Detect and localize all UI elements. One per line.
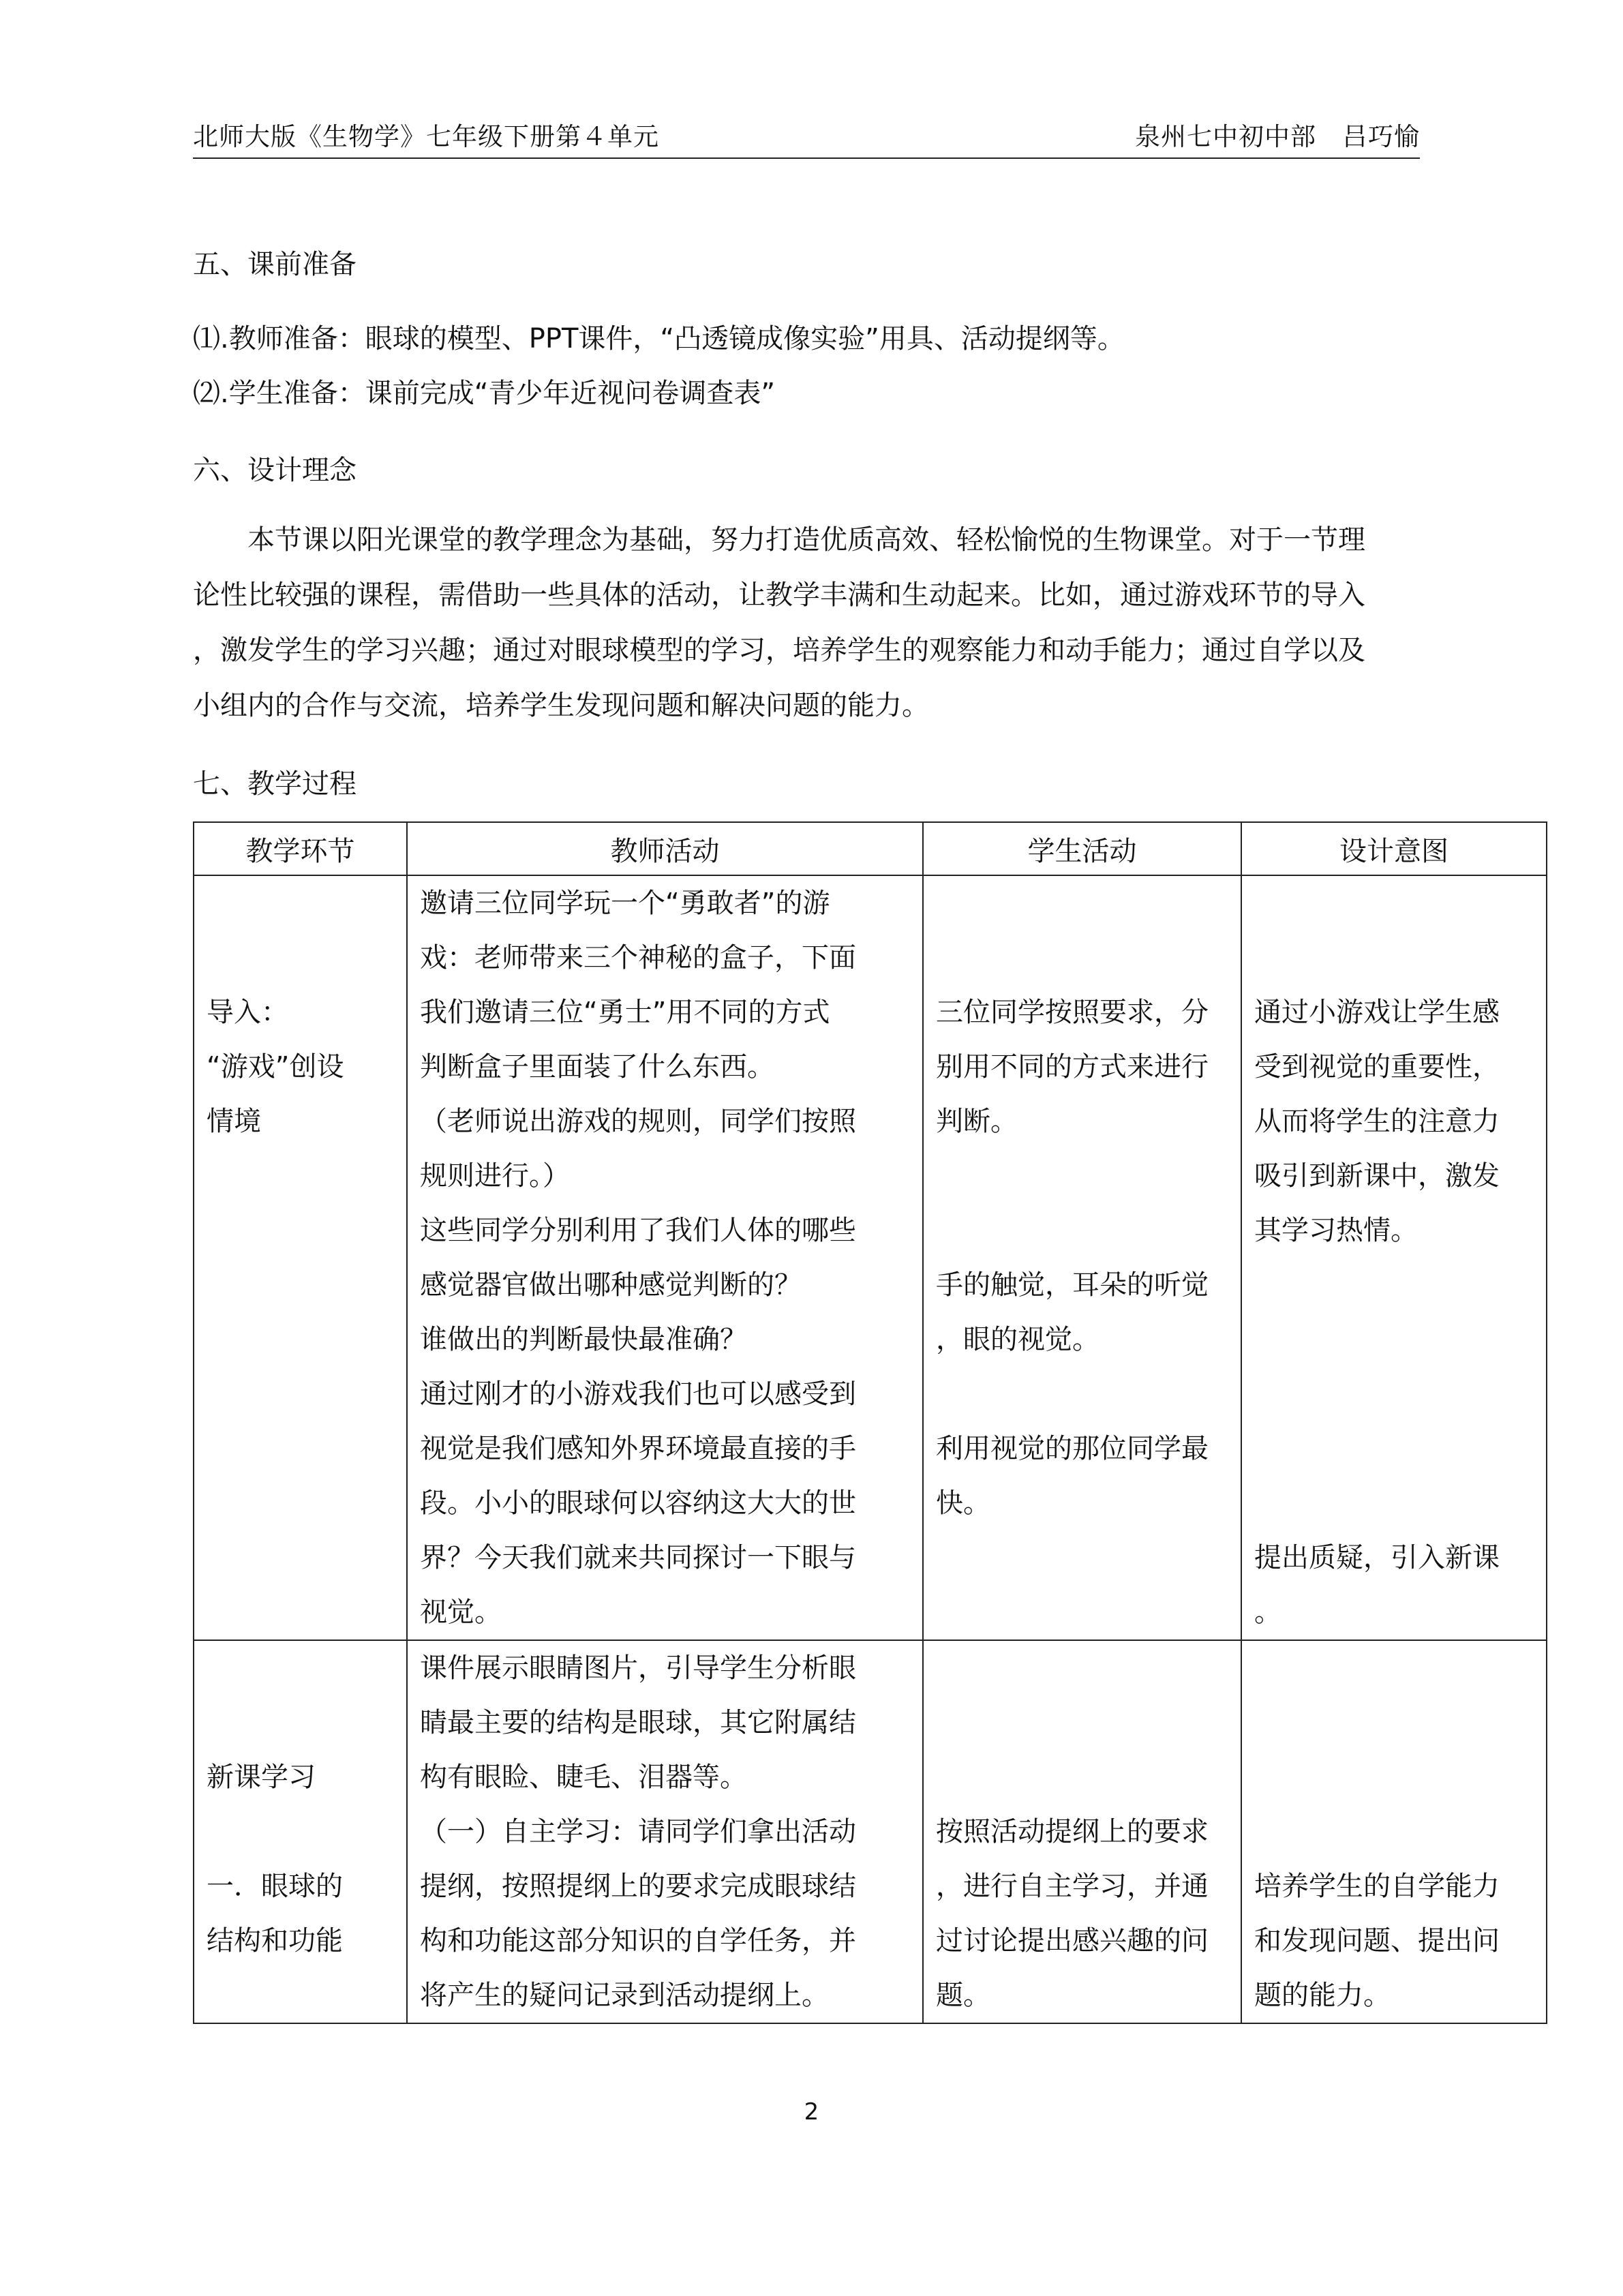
concept-line: ，激发学生的学习兴趣；通过对眼球模型的学习，培养学生的观察能力和动手能力；通过自学以及 — [193, 635, 1365, 666]
cell-line — [1254, 876, 1534, 931]
cell-line: 将产生的疑问记录到活动提纲上。 — [420, 1980, 829, 2011]
cell-line: ，眼的视觉。 — [936, 1324, 1099, 1355]
cell-line: “游戏”创设 — [207, 1051, 344, 1083]
header-teacher: 教师活动 — [407, 822, 923, 875]
cell-line: 视觉。 — [420, 1597, 502, 1628]
cell-line — [1254, 1750, 1534, 1804]
cell-line: 过讨论提出感兴趣的问 — [936, 1925, 1209, 1957]
table-row — [194, 875, 1547, 1640]
cell-line: 通过刚才的小游戏我们也可以感受到 — [420, 1378, 856, 1410]
cell-line — [207, 1641, 394, 1695]
cell-line — [936, 1149, 1228, 1203]
stage-cell — [194, 1640, 407, 2023]
cell-line — [207, 1804, 394, 1859]
cell-line — [1254, 1476, 1534, 1530]
prep-item-teacher: ⑴.教师准备：眼球的模型、PPT课件，“凸透镜成像实验”用具、活动提纲等。 — [193, 323, 1125, 354]
cell-line — [1254, 1695, 1534, 1750]
cell-line — [936, 931, 1228, 985]
cell-line: 快。 — [936, 1487, 990, 1519]
concept-line: 本节课以阳光课堂的教学理念为基础，努力打造优质高效、轻松愉悦的生物课堂。对于一节理 — [193, 524, 1365, 556]
cell-line: 利用视觉的那位同学最 — [936, 1433, 1209, 1464]
cell-line: 界？今天我们就来共同探讨一下眼与 — [420, 1542, 856, 1573]
cell-line: 吸引到新课中，激发 — [1254, 1160, 1500, 1192]
cell-line: 。 — [1254, 1597, 1281, 1628]
cell-line: 三位同学按照要求，分 — [936, 997, 1209, 1028]
student-activity-cell — [923, 875, 1241, 1640]
section-concept-title: 六、设计理念 — [193, 455, 357, 486]
cell-line: 一．眼球的 — [207, 1871, 343, 1902]
cell-line: 段。小小的眼球何以容纳这大大的世 — [420, 1487, 856, 1519]
teacher-activity-cell — [407, 1640, 923, 2023]
cell-line: 情境 — [207, 1106, 261, 1137]
student-activity-cell — [923, 1640, 1241, 2023]
cell-line — [1254, 931, 1534, 985]
cell-line: 这些同学分别利用了我们人体的哪些 — [420, 1215, 856, 1246]
cell-line: 新课学习 — [207, 1762, 316, 1793]
cell-line: 题的能力。 — [1254, 1980, 1391, 2011]
stage-cell — [194, 875, 407, 1640]
cell-line — [936, 1750, 1228, 1804]
cell-line — [936, 1641, 1228, 1695]
cell-line: 从而将学生的注意力 — [1254, 1106, 1500, 1137]
cell-line: 和发现问题、提出问 — [1254, 1925, 1500, 1957]
cell-line — [1254, 1421, 1534, 1476]
cell-line — [207, 1695, 394, 1750]
cell-line — [1254, 1258, 1534, 1312]
cell-line: （一）自主学习：请同学们拿出活动 — [420, 1816, 856, 1847]
table-row — [194, 1640, 1547, 2023]
cell-line — [1254, 1641, 1534, 1695]
cell-line: 课件展示眼睛图片，引导学生分析眼 — [420, 1652, 856, 1684]
cell-line: 戏：老师带来三个神秘的盒子，下面 — [420, 942, 856, 973]
cell-line: 提出质疑，引入新课 — [1254, 1542, 1500, 1573]
cell-line: 导入： — [207, 997, 288, 1028]
cell-line — [936, 1695, 1228, 1750]
cell-line: 睛最主要的结构是眼球，其它附属结 — [420, 1707, 856, 1738]
page-number: 2 — [804, 2098, 819, 2126]
cell-line: ，进行自主学习，并通 — [936, 1871, 1209, 1902]
section-prep-title: 五、课前准备 — [193, 249, 357, 280]
cell-line: 培养学生的自学能力 — [1254, 1871, 1500, 1902]
cell-line: 结构和功能 — [207, 1925, 343, 1957]
prep-item-student: ⑵.学生准备：课前完成“青少年近视问卷调查表” — [193, 378, 776, 409]
cell-line — [1254, 1804, 1534, 1859]
cell-line — [936, 1203, 1228, 1258]
concept-line: 论性比较强的课程，需借助一些具体的活动，让教学丰满和生动起来。比如，通过游戏环节的导入 — [193, 579, 1365, 611]
design-intent-cell — [1241, 1640, 1547, 2023]
cell-line: 谁做出的判断最快最准确？ — [420, 1324, 747, 1355]
section-process-title: 七、教学过程 — [193, 768, 357, 800]
cell-line: 通过小游戏让学生感 — [1254, 997, 1500, 1028]
cell-line: （老师说出游戏的规则，同学们按照 — [420, 1106, 856, 1137]
cell-line: 其学习热情。 — [1254, 1215, 1418, 1246]
cell-line: 手的触觉，耳朵的听觉 — [936, 1269, 1209, 1301]
concept-paragraph — [193, 513, 1427, 734]
teacher-activity-cell — [407, 875, 923, 1640]
header-left: 北师大版《生物学》七年级下册第４单元 — [193, 122, 659, 151]
cell-line — [207, 876, 394, 931]
header-rule — [193, 157, 1420, 159]
cell-line: 判断盒子里面装了什么东西。 — [420, 1051, 774, 1083]
cell-line: 邀请三位同学玩一个“勇敢者”的游 — [420, 888, 830, 919]
cell-line: 视觉是我们感知外界环境最直接的手 — [420, 1433, 856, 1464]
header-intent: 设计意图 — [1241, 822, 1547, 875]
cell-line — [207, 931, 394, 985]
table-header-row — [194, 822, 1547, 875]
cell-line: 受到视觉的重要性， — [1254, 1051, 1500, 1083]
cell-line: 提纲，按照提纲上的要求完成眼球结 — [420, 1871, 856, 1902]
cell-line: 题。 — [936, 1980, 990, 2011]
cell-line — [1254, 1312, 1534, 1367]
concept-line: 小组内的合作与交流，培养学生发现问题和解决问题的能力。 — [193, 690, 929, 721]
cell-line: 我们邀请三位“勇士”用不同的方式 — [420, 997, 830, 1028]
cell-line: 感觉器官做出哪种感觉判断的？ — [420, 1269, 802, 1301]
header-stage: 教学环节 — [194, 822, 407, 875]
teaching-process-table — [193, 821, 1547, 2024]
cell-line: 构和功能这部分知识的自学任务，并 — [420, 1925, 856, 1957]
header-student: 学生活动 — [923, 822, 1241, 875]
cell-line — [936, 876, 1228, 931]
design-intent-cell — [1241, 875, 1547, 1640]
cell-line: 构有眼睑、睫毛、泪器等。 — [420, 1762, 747, 1793]
cell-line: 判断。 — [936, 1106, 1018, 1137]
cell-line: 别用不同的方式来进行 — [936, 1051, 1209, 1083]
cell-line — [1254, 1367, 1534, 1421]
cell-line — [936, 1367, 1228, 1421]
header-right: 泉州七中初中部 吕巧愉 — [1135, 122, 1420, 151]
cell-line: 规则进行。） — [420, 1160, 570, 1192]
cell-line: 按照活动提纲上的要求 — [936, 1816, 1209, 1847]
